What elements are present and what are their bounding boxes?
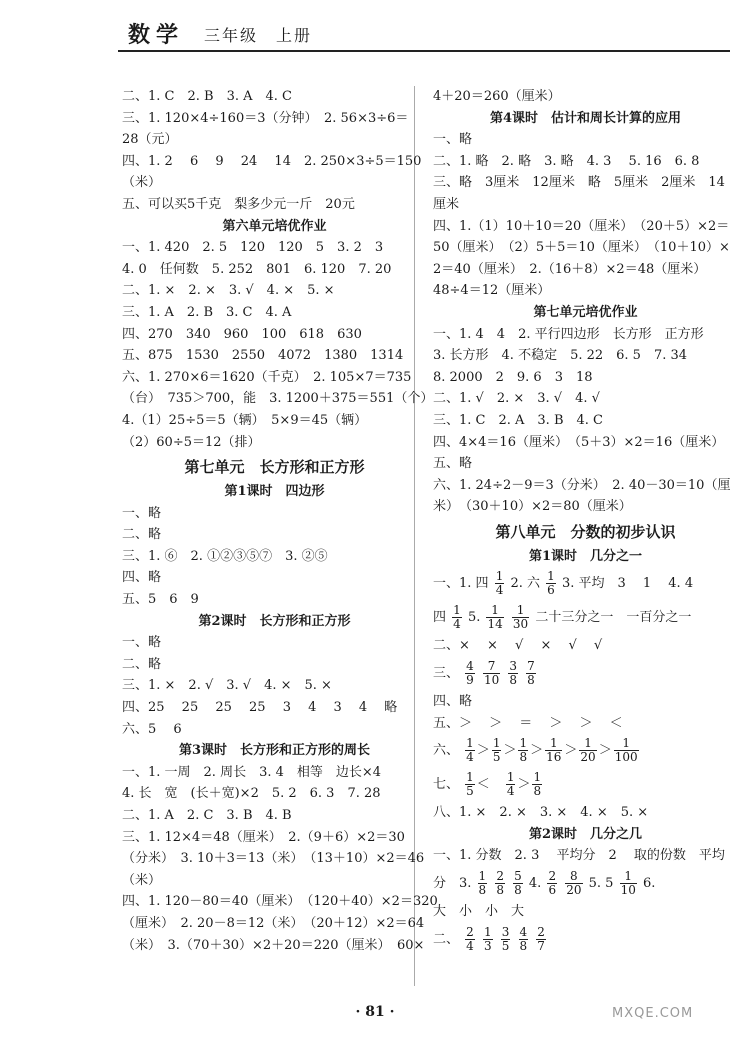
numerator: 1 — [614, 737, 639, 751]
answer-line — [433, 601, 738, 635]
fraction — [465, 771, 475, 798]
section-heading: 第七单元培优作业 — [533, 304, 638, 320]
answer-line: 二、1. C 2. B 3. A 4. C — [122, 89, 292, 104]
fraction — [492, 737, 502, 764]
denominator: 10 — [483, 673, 500, 688]
numerator: 3 — [509, 659, 517, 674]
answer-text: 3. 平均 3 1 4. 4 — [561, 576, 694, 592]
answer-line: 二、略 — [122, 527, 162, 543]
answer-line: 一、略 — [122, 505, 162, 521]
answer-line: 一、1. 4 4 2. 平行四边形 长方形 正方形 — [433, 326, 704, 342]
answer-text: 二、 — [433, 931, 460, 947]
denominator: 9 — [466, 673, 474, 688]
answer-line: 四、1. 120－80＝40（厘米） （120＋40）×2＝320 — [122, 894, 438, 910]
lesson-heading: 第4课时 估计和周长计算的应用 — [489, 110, 682, 126]
denominator: 5 — [492, 750, 501, 765]
fraction — [614, 737, 639, 764]
answer-line: 一、1. 420 2. 5 120 120 5 3. 2 3 — [122, 240, 384, 256]
denominator: 8 — [527, 673, 535, 688]
answer-text: 2. 六 — [510, 576, 541, 592]
comparison-sign: ＞ — [530, 743, 544, 759]
fraction — [501, 926, 511, 953]
numerator: 2 — [496, 869, 504, 884]
fraction — [532, 771, 542, 798]
fraction — [465, 660, 475, 687]
page-header — [118, 18, 730, 52]
answer-line: （厘米） 2. 20－8＝12（米） （20＋12）×2＝64 — [122, 915, 425, 931]
numerator: 1 — [547, 569, 555, 584]
answer-line: 四、270 340 960 100 618 630 — [122, 326, 362, 342]
denominator: 20 — [580, 750, 596, 765]
answer-text: 七、 — [433, 777, 460, 793]
fraction — [565, 870, 582, 897]
answer-line: 48÷4＝12（厘米） — [433, 283, 551, 299]
numerator: 1 — [492, 736, 501, 751]
fraction — [546, 570, 556, 597]
answer-line: 3. 长方形 4. 不稳定 5. 22 6. 5 7. 34 — [433, 348, 688, 364]
fraction — [536, 926, 546, 953]
comparison-sign: ＞ — [517, 777, 531, 793]
answer-line: 五、可以买5千克 梨多少元一斤 20元 — [122, 196, 355, 212]
answer-line: 五、875 1530 2550 4072 1380 1314 — [122, 348, 404, 364]
fraction — [465, 926, 475, 953]
numerator: 8 — [565, 870, 582, 884]
answer-line: 二、略 — [122, 656, 162, 672]
fraction — [518, 737, 528, 764]
fraction — [478, 870, 488, 897]
answer-line — [433, 923, 738, 957]
numerator: 7 — [527, 659, 535, 674]
answer-line: 五、略 — [433, 456, 473, 472]
comparison-sign: ＞ — [503, 743, 517, 759]
answer-line: 一、略 — [122, 635, 162, 651]
numerator: 1 — [545, 737, 562, 751]
answer-line: （分米） 3. 10＋3＝13（米） （13＋10）×2＝46 — [122, 851, 425, 867]
denominator: 8 — [496, 883, 504, 898]
answer-text: 二十三分之一 一百分之一 — [535, 610, 692, 626]
subject-title: 数学 — [128, 22, 185, 48]
answer-line: 4＋20＝260（厘米） — [433, 89, 561, 104]
lesson-heading: 第1课时 四边形 — [224, 484, 325, 500]
answer-line: 二、1. × 2. × 3. √ 4. × 5. × — [122, 283, 335, 299]
answer-line: 厘米 — [433, 196, 460, 212]
denominator: 20 — [566, 883, 582, 898]
numerator: 1 — [519, 736, 528, 751]
answer-line: （米） — [122, 175, 162, 191]
numerator: 1 — [483, 924, 492, 939]
numerator: 2 — [548, 869, 557, 884]
lesson-heading: 第2课时 几分之几 — [528, 826, 643, 842]
denominator: 3 — [483, 938, 492, 953]
fraction — [465, 737, 475, 764]
denominator: 8 — [478, 883, 487, 898]
answer-line: 四、4×4＝16（厘米） （5＋3）×2＝16（厘米） — [433, 434, 725, 450]
numerator: 4 — [466, 659, 474, 674]
fraction — [506, 771, 516, 798]
answer-line: 50（厘米） （2）5＋5＝10（厘米） （10＋10）× — [433, 240, 730, 256]
left-column — [122, 86, 438, 956]
denominator: 10 — [620, 883, 636, 898]
lesson-heading: 第1课时 几分之一 — [528, 548, 643, 564]
denominator: 4 — [453, 617, 461, 632]
answer-line: 二、× × √ × √ √ — [433, 638, 603, 654]
answer-line: （台） 735＞700，能 3. 1200＋375＝551（个） — [122, 391, 434, 407]
numerator: 1 — [453, 603, 461, 618]
answer-line: 四、1.（1）10＋10＝20（厘米） （20＋5）×2＝ — [433, 218, 730, 234]
answer-line: 4.（1）25÷5＝5（辆） 5×9＝45（辆） — [122, 412, 368, 428]
denominator: 6 — [548, 883, 557, 898]
fraction — [483, 660, 500, 687]
answer-line: 四、略 — [122, 570, 162, 586]
answer-line: 四、1. 2 6 9 24 14 2. 250×3÷5＝150 — [122, 153, 422, 169]
numerator: 2 — [466, 924, 474, 939]
answer-line: 六、1. 270×6＝1620（千克） 2. 105×7＝735 — [122, 369, 412, 385]
answer-line: 六、5 6 — [122, 721, 182, 737]
numerator: 2 — [537, 924, 545, 939]
numerator: 1 — [620, 870, 637, 884]
unit-heading: 第七单元 长方形和正方形 — [184, 458, 365, 477]
denominator: 8 — [519, 750, 528, 765]
answer-line: 四、25 25 25 25 3 4 3 4 略 — [122, 700, 398, 716]
answer-line: 米） （30＋10）×2＝80（厘米） — [433, 499, 632, 515]
numerator: 1 — [579, 737, 596, 751]
denominator: 8 — [519, 938, 528, 953]
answer-line: 一、1. 分数 2. 3 平均分 2 取的份数 平均 — [433, 848, 725, 864]
fraction — [579, 737, 596, 764]
lesson-heading: 第2课时 长方形和正方形 — [198, 613, 351, 629]
fraction — [547, 870, 557, 897]
denominator: 8 — [533, 784, 542, 799]
answer-text: 6. — [643, 876, 656, 892]
denominator: 6 — [547, 583, 555, 598]
answer-line: 大 小 小 大 — [433, 904, 525, 920]
answer-line: 三、1. ⑥ 2. ①②③⑤⑦ 3. ②⑤ — [122, 548, 328, 564]
denominator: 5 — [466, 784, 474, 799]
right-column — [433, 86, 738, 957]
answer-line: （米） — [122, 872, 162, 888]
denominator: 5 — [501, 938, 510, 953]
comparison-sign: ＞ — [476, 743, 490, 759]
numerator: 4 — [519, 924, 528, 939]
fraction — [526, 660, 536, 687]
denominator: 16 — [546, 750, 562, 765]
answer-text: 分 3. — [433, 876, 472, 892]
numerator: 1 — [466, 770, 474, 785]
fraction — [508, 660, 518, 687]
numerator: 1 — [512, 604, 529, 618]
answer-text: 六、 — [433, 743, 460, 759]
denominator: 4 — [466, 938, 474, 953]
answer-line: 三、1. 12×4＝48（厘米） 2.（9＋6）×2＝30 — [122, 829, 405, 845]
answer-text: 4. — [528, 876, 542, 892]
comparison-sign: ＞ — [598, 743, 612, 759]
numerator: 1 — [466, 736, 474, 751]
answer-line — [433, 657, 738, 691]
page-number: · 81 · — [355, 1004, 395, 1020]
fraction — [545, 737, 562, 764]
answer-line: 2＝40（厘米） 2.（16＋8）×2＝48（厘米） — [433, 261, 707, 277]
numerator: 1 — [506, 770, 515, 785]
answer-text: 四 — [433, 610, 447, 626]
answer-line: 三、1. × 2. √ 3. √ 4. × 5. × — [122, 678, 332, 694]
answer-line — [433, 867, 738, 901]
fraction — [483, 926, 493, 953]
lesson-heading: 第3课时 长方形和正方形的周长 — [178, 743, 371, 759]
answer-line — [433, 768, 738, 802]
answer-line: 五、5 6 9 — [122, 592, 199, 608]
answer-text: 三、 — [433, 666, 460, 682]
denominator: 100 — [614, 750, 638, 765]
answer-line: 六、1. 24÷2－9＝3（分米） 2. 40－30＝10（厘 — [433, 477, 731, 493]
numerator: 1 — [533, 770, 542, 785]
denominator: 30 — [512, 617, 529, 632]
comparison-sign: ＞ — [564, 743, 578, 759]
answer-line: 二、1. 略 2. 略 3. 略 4. 3 5. 16 6. 8 — [433, 153, 700, 169]
answer-line: 三、1. 120×4÷160＝3（分钟） 2. 56×3÷6＝ — [122, 110, 409, 126]
fraction — [495, 870, 505, 897]
answer-line: 八、1. × 2. × 3. × 4. × 5. × — [433, 805, 649, 821]
answer-line: （2）60÷5＝12（排） — [122, 434, 261, 450]
denominator: 4 — [506, 784, 515, 799]
answer-line: 五、＞ ＞ ＝ ＞ ＞ ＜ — [433, 715, 623, 731]
answer-line: 4. 0 任何数 5. 252 801 6. 120 7. 20 — [122, 261, 392, 277]
answer-line: 一、略 — [433, 132, 473, 148]
answer-line: 三、略 3厘米 12厘米 略 5厘米 2厘米 14 — [433, 175, 725, 191]
answer-line: 28（元） — [122, 132, 178, 148]
denominator: 7 — [537, 938, 545, 953]
section-heading: 第六单元培优作业 — [222, 218, 327, 234]
comparison-sign: ＜ — [476, 777, 490, 793]
fraction — [512, 604, 529, 631]
fraction — [452, 604, 462, 631]
answer-line: 二、1. A 2. C 3. B 4. B — [122, 808, 292, 823]
fraction — [495, 570, 505, 597]
answer-text: 5. — [467, 610, 481, 626]
fraction — [513, 870, 523, 897]
answer-line: 二、1. √ 2. × 3. √ 4. √ — [433, 391, 600, 407]
answer-line: 三、1. C 2. A 3. B 4. C — [433, 412, 603, 428]
answer-line: （米） 3.（70＋30）×2＋20＝220（厘米） 60× — [122, 937, 425, 953]
watermark: MXQE.COM — [612, 1006, 694, 1021]
numerator: 3 — [501, 924, 510, 939]
answer-line — [433, 567, 738, 601]
denominator: 8 — [509, 673, 517, 688]
denominator: 4 — [466, 750, 474, 765]
numerator: 1 — [495, 569, 504, 584]
answer-line: 四、略 — [433, 694, 473, 710]
answer-text: 5. 5 — [588, 876, 614, 892]
fraction — [486, 604, 503, 631]
denominator: 14 — [487, 617, 503, 632]
answer-line: 一、1. 一周 2. 周长 3. 4 相等 边长×4 — [122, 764, 382, 780]
denominator: 4 — [495, 583, 504, 598]
answer-line: 三、1. A 2. B 3. C 4. A — [122, 304, 292, 320]
fraction — [519, 926, 529, 953]
numerator: 5 — [514, 869, 522, 884]
numerator: 1 — [486, 604, 503, 618]
answer-line: 8. 2000 2 9. 6 3 18 — [433, 369, 593, 385]
answer-line: 4. 长 宽 (长＋宽)×2 5. 2 6. 3 7. 28 — [122, 786, 381, 802]
answer-line — [433, 734, 738, 768]
unit-heading: 第八单元 分数的初步认识 — [495, 522, 676, 541]
grade-label: 三年级 上册 — [204, 26, 313, 45]
numerator: 7 — [483, 660, 500, 674]
fraction — [620, 870, 637, 897]
numerator: 1 — [478, 869, 487, 884]
denominator: 8 — [514, 883, 522, 898]
answer-text: 一、1. 四 — [433, 576, 489, 592]
